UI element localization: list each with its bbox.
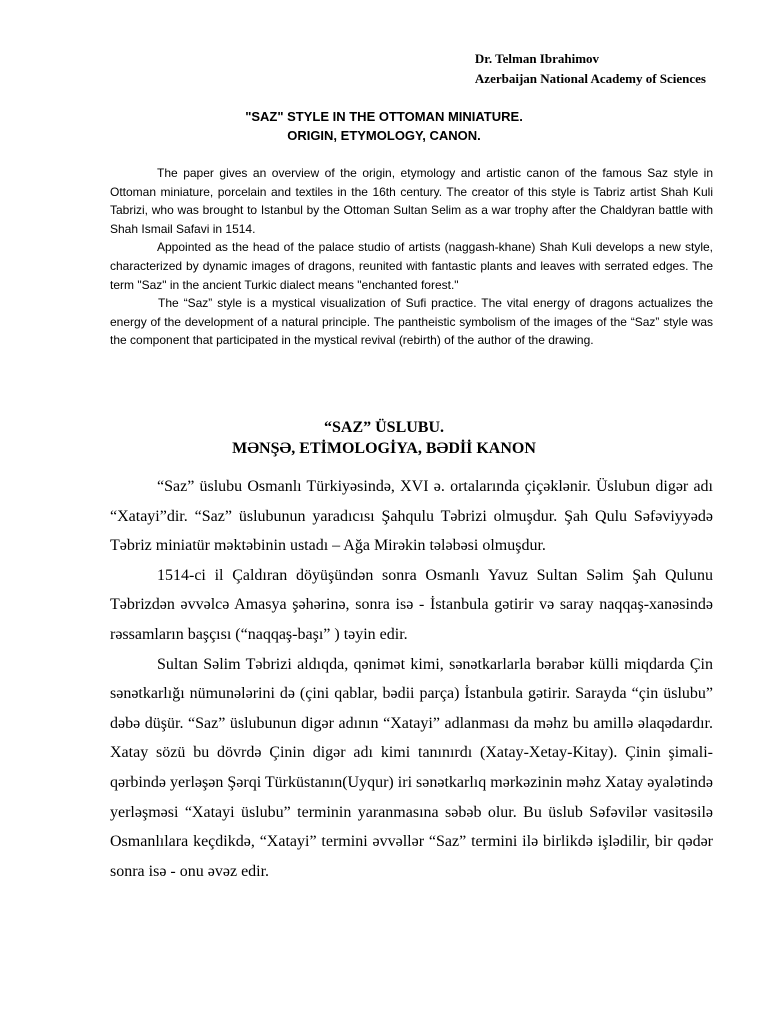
english-title xyxy=(0,107,768,145)
english-abstract xyxy=(110,164,713,350)
author-block xyxy=(475,49,706,89)
abstract-paragraph-2: Appointed as the head of the palace studio of artists (naggash-khane) Shah Kuli develops a new style, characterized by dynamic images of dragons, reunited with fantastic plants and leaves with serrated edges. The term "Saz" in the ancient Turkic dialect means "enchanted forest." xyxy=(110,240,713,292)
body-paragraph-2: 1514-ci il Çaldıran döyüşündən sonra Osmanlı Yavuz Sultan Səlim Şah Qulunu Təbrizdən əvvəlcə Amasya şəhərinə, sonra isə - İstanbula gətirir və saray naqqaş-xanəsində rəssamların başçısı (“naqqaş-başı” ) təyin edir. xyxy=(110,566,713,643)
azerbaijani-title-line-2: MƏNŞƏ, ETİMOLOGİYA, BƏDİİ KANON xyxy=(232,440,536,457)
body-paragraph-3: Sultan Səlim Təbrizi aldıqda, qənimət kimi, sənətkarlarla bərabər külli miqdarda Çin sənətkarlığı nümunələrini də (çini qablar, bədii parça) İstanbula gətirir. Sarayda “çin üslubu” dəbə düşür. “Saz” üslubunun digər adının “Xatayi” adlanması da məhz bu amillə əlaqədardır. Xatay sözü bu dövrdə Çinin digər adı kimi tanınırdı (Xatay-Xetay-Kitay). Çinin şimali-qərbində yerləşən Şərqi Türküstanın(Uyqur) iri sənətkarlıq mərkəzinin məhz Xatay əyalətində yerləşməsi “Xatayi üslubu” terminin yaranmasına səbəb olur. Bu üslub Səfəvilər vasitəsilə Osmanlılara keçdikdə, “Xatayi” termini əvvəllər “Saz” termini ilə birlikdə işlədilir, bir qədər sonra isə - onu əvəz edir. xyxy=(110,655,713,880)
azerbaijani-title xyxy=(0,417,768,459)
abstract-paragraph-3: The “Saz” style is a mystical visualization of Sufi practice. The vital energy of dragons actualizes the energy of the development of a natural principle. The pantheistic symbolism of the images of the “Saz” style was the component that participated in the mystical revival (rebirth) of the author of the drawing. xyxy=(110,296,713,348)
author-name: Dr. Telman Ibrahimov xyxy=(474,51,600,66)
azerbaijani-title-line-1: “SAZ” ÜSLUBU. xyxy=(323,419,445,436)
abstract-paragraph-1: The paper gives an overview of the origin, etymology and artistic canon of the famous Saz style in Ottoman miniature, porcelain and textiles in the 16th century. The creator of this style is Tabriz artist Shah Kuli Tabrizi, who was brought to Istanbul by the Ottoman Sultan Selim as a war trophy after the Chaldyran battle with Shah Ismail Safavi in 1514. xyxy=(110,166,713,236)
azerbaijani-body xyxy=(110,472,713,886)
english-title-line-2: ORIGIN, ETYMOLOGY, CANON. xyxy=(287,128,481,143)
english-title-line-1: "SAZ" STYLE IN THE OTTOMAN MINIATURE. xyxy=(245,109,523,124)
body-paragraph-1: “Saz” üslubu Osmanlı Türkiyəsində, XVI ə. ortalarında çiçəklənir. Üslubun digər adı “Xatayi”dir. “Saz” üslubunun yaradıcısı Şahqulu Təbrizi olmuşdur. Şah Qulu Səfəviyyədə Təbriz miniatür məktəbinin ustadı – Ağa Mirəkin tələbəsi olmuşdur. xyxy=(110,478,713,555)
author-affiliation: Azerbaijan National Academy of Sciences xyxy=(474,71,706,86)
